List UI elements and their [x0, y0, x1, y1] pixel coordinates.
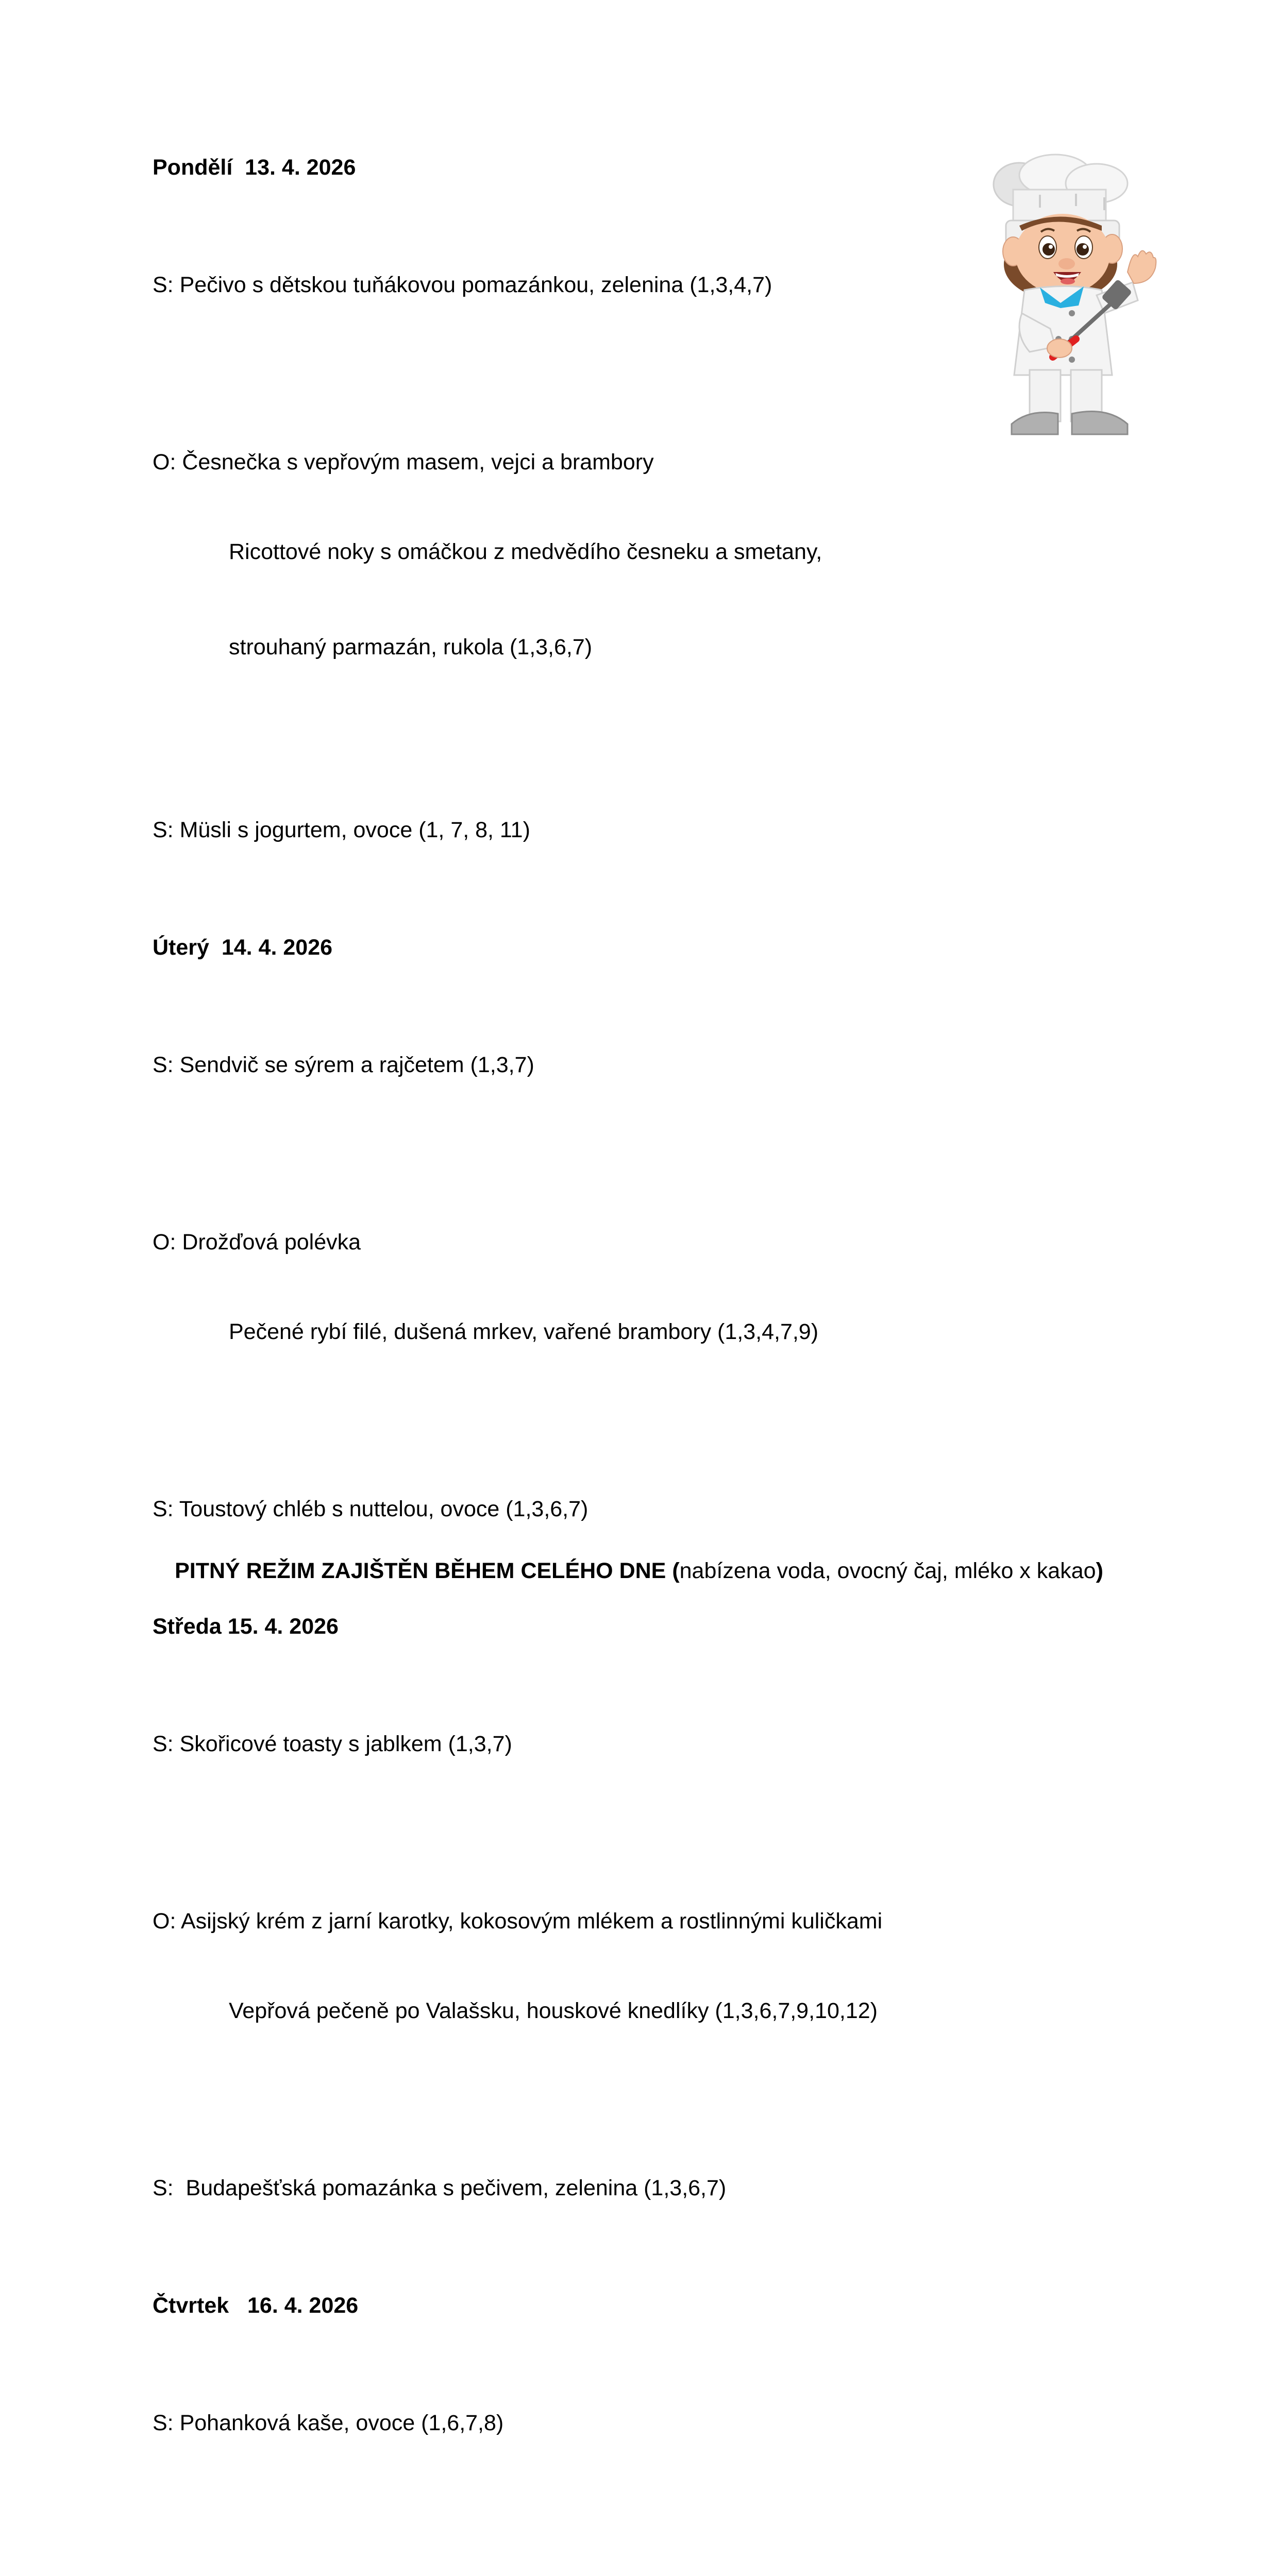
- meal-line: S: Skořicové toasty s jablkem (1,3,7): [153, 1732, 512, 1756]
- lunch: [153, 1846, 1029, 2086]
- drinking-regime-title: PITNÝ REŽIM ZAJIŠTĚN BĚHEM CELÉHO DNE: [175, 1558, 672, 1583]
- day-section: [153, 152, 1029, 905]
- lunch: [153, 1167, 1029, 1406]
- lunch: [153, 387, 1029, 727]
- day-heading: Úterý 14. 4. 2026: [153, 935, 333, 960]
- meal-line: S: Pohanková kaše, ovoce (1,6,7,8): [153, 2411, 504, 2435]
- day-section: [153, 1612, 1029, 2263]
- main-course-line: Pečené rybí filé, dušená mrkev, vařené brambory (1,3,4,7,9): [229, 1319, 819, 1344]
- main-course-line: Vepřová pečeně po Valašsku, houskové knedlíky (1,3,6,7,9,10,12): [229, 1998, 878, 2023]
- snack-afternoon: [153, 755, 1029, 905]
- soup-line: O: Asijský krém z jarní karotky, kokosovým mlékem a rostlinnými kuličkami: [153, 1909, 883, 1934]
- open-paren: (: [672, 1558, 680, 1583]
- main-course-line: Ricottové noky s omáčkou z medvědího česneku a smetany,: [229, 539, 822, 564]
- meal-line: S: Budapešťská pomazánka s pečivem, zelenina (1,3,6,7): [153, 2176, 727, 2200]
- day-section: [153, 2291, 1029, 2576]
- chef-icon: [952, 148, 1179, 452]
- day-heading: Středa 15. 4. 2026: [153, 1614, 339, 1639]
- meal-line: S: Sendvič se sýrem a rajčetem (1,3,7): [153, 1053, 534, 1077]
- snack-morning: [153, 2348, 1029, 2498]
- close-paren: ): [1096, 1558, 1103, 1583]
- day-heading: Pondělí 13. 4. 2026: [153, 155, 356, 180]
- meal-line: S: Toustový chléb s nuttelou, ovoce (1,3,6,7): [153, 1497, 588, 1521]
- lunch: [153, 2526, 1029, 2576]
- weekly-menu: [153, 152, 1029, 2576]
- drinking-regime-note: [0, 1556, 1278, 1586]
- snack-morning: [153, 1669, 1029, 1819]
- drinking-regime-detail: nabízena voda, ovocný čaj, mléko x kakao: [679, 1558, 1096, 1583]
- snack-morning: [153, 210, 1029, 360]
- chef-legs: [1012, 370, 1128, 434]
- day-heading: Čtvrtek 16. 4. 2026: [153, 2293, 359, 2318]
- soup-line: O: Česnečka s vepřovým masem, vejci a brambory: [153, 450, 654, 474]
- snack-morning: [153, 990, 1029, 1140]
- meal-line: S: Müsli s jogurtem, ovoce (1, 7, 8, 11): [153, 818, 530, 842]
- snack-afternoon: [153, 2113, 1029, 2263]
- soup-line: O: Drožďová polévka: [153, 1230, 361, 1255]
- main-course-line: strouhaný parmazán, rukola (1,3,6,7): [229, 635, 593, 659]
- meal-line: S: Pečivo s dětskou tuňákovou pomazánkou, zelenina (1,3,4,7): [153, 273, 772, 297]
- day-section: [153, 933, 1029, 1584]
